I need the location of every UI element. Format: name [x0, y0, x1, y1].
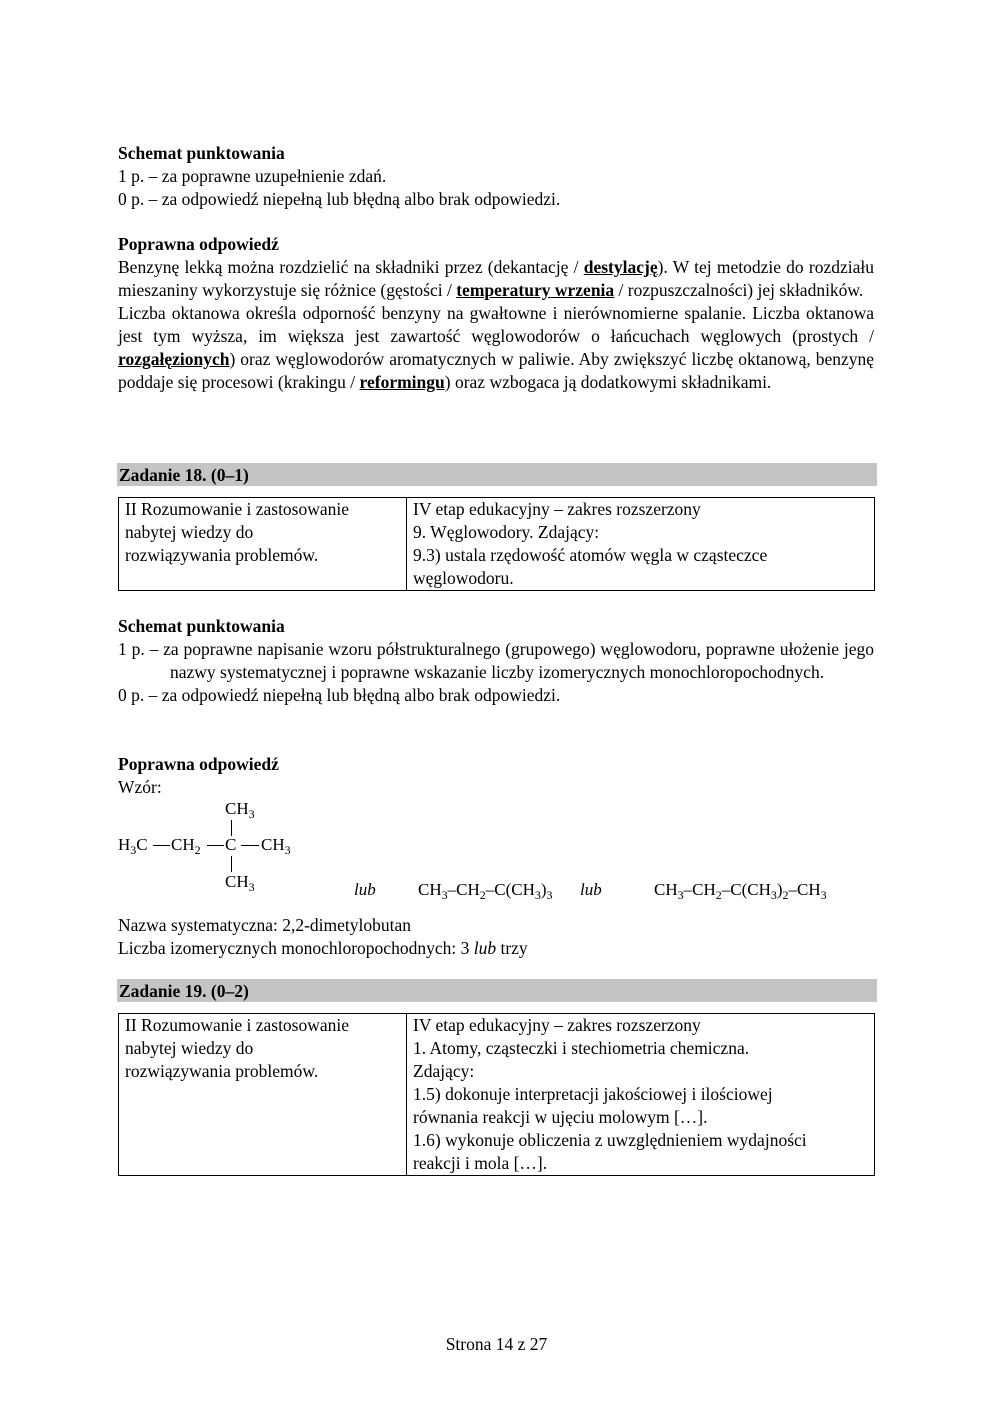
isomer-count: Liczba izomerycznych monochloropochodnych: 3 lub trzy — [118, 938, 528, 958]
correct-option: reformingu — [359, 372, 445, 392]
bond-vertical-top — [231, 820, 232, 836]
methyl-right: $CH_3$ — [261, 835, 291, 857]
scoring-line: 1 p. – za poprawne napisanie wzoru półstrukturalnego (grupowego) węglowodoru, poprawne ułożenie jego nazwy systematycznej i poprawne wskazanie liczby izomerycznych monochloropochodnych. — [118, 639, 874, 682]
page-number: Strona 14 z 27 — [445, 1334, 548, 1354]
condensed-formula-2: $CH_3-CH_2-C(CH_3)_2-CH_3$ — [654, 880, 827, 902]
requirement-detailed: IV etap edukacyjny – zakres rozszerzony 1. Atomy, cząsteczki i stechiometria chemiczna. Zdający: 1.5) dokonuje interpretacji jakościowej i ilościowej równania reakcji w ujęciu molowym […]. 1.6) wykonuje obliczenia z uwzględnieniem wydajności reakcji i mola […]. — [407, 1014, 875, 1176]
methylene: $CH_2$ — [171, 835, 201, 857]
task-18-requirements-table — [118, 497, 875, 591]
scoring-line: 0 p. – za odpowiedź niepełną lub błędną albo brak odpowiedzi. — [118, 189, 561, 209]
correct-option: destylację — [583, 257, 658, 277]
answer-title: Poprawna odpowiedź — [118, 754, 279, 774]
requirement-general: II Rozumowanie i zastosowanie nabytej wiedzy do rozwiązywania problemów. — [119, 1014, 407, 1176]
answer-paragraph: Liczba oktanowa określa odporność benzyny na gwałtowne i nierównomierne spalanie. Liczba oktanowa jest tym wyższa, im większa jest zawartość węglowodorów o łańcuchach węglowych (prostych / rozgałęzionych) oraz węglowodorów aromatycznych w paliwie. Aby zwiększyć liczbę oktanową, benzynę poddaje się procesowi (krakingu / reformingu) oraz wzbogaca ją dodatkowymi składnikami. — [118, 303, 874, 392]
scoring-section-17 — [118, 142, 874, 211]
systematic-name: Nazwa systematyczna: 2,2-dimetylobutan — [118, 915, 412, 935]
methyl-top: $CH_3$ — [225, 799, 255, 821]
task-19-header: Zadanie 19. (0–2) — [117, 979, 877, 1002]
bond-horizontal — [153, 845, 170, 846]
methyl-bottom: $CH_3$ — [225, 872, 255, 894]
condensed-formula-1: $CH_3-CH_2-C(CH_3)_3$ — [418, 880, 553, 902]
answer-title: Poprawna odpowiedź — [118, 234, 279, 254]
or-label: lub — [580, 880, 602, 899]
scoring-section-18 — [118, 615, 874, 707]
formula-label: Wzór: — [118, 777, 162, 797]
requirement-general: II Rozumowanie i zastosowanie nabytej wiedzy do rozwiązywania problemów. — [119, 498, 407, 591]
bond-horizontal — [241, 845, 259, 846]
or-label: lub — [354, 880, 376, 899]
task-19-requirements-table — [118, 1013, 875, 1176]
task-18-header: Zadanie 18. (0–1) — [117, 463, 877, 486]
bond-vertical-bottom — [231, 856, 232, 872]
requirement-detailed: IV etap edukacyjny – zakres rozszerzony 9. Węglowodory. Zdający: 9.3) ustala rzędowość atomów węgla w cząsteczce węglowodoru. — [407, 498, 875, 591]
scoring-line: 0 p. – za odpowiedź niepełną lub błędną albo brak odpowiedzi. — [118, 685, 561, 705]
correct-option: temperatury wrzenia — [456, 280, 615, 300]
answer-section-17 — [118, 233, 874, 394]
scoring-title: Schemat punktowania — [118, 143, 285, 163]
methyl-left: $H_3C$ — [118, 835, 148, 857]
scoring-title: Schemat punktowania — [118, 616, 285, 636]
scoring-line: 1 p. – za poprawne uzupełnienie zdań. — [118, 166, 387, 186]
quaternary-carbon: C — [225, 835, 237, 854]
bond-horizontal — [207, 845, 224, 846]
answer-section-18 — [118, 753, 874, 799]
answer-paragraph: Benzynę lekką można rozdzielić na składniki przez (dekantację / destylację). W tej metodzie do rozdziału mieszaniny wykorzystuje się różnice (gęstości / temperatury wrzenia / rozpuszczalności) jej składników. — [118, 257, 874, 300]
answer-details-18 — [118, 914, 874, 960]
correct-option: rozgałęzionych — [118, 349, 230, 369]
